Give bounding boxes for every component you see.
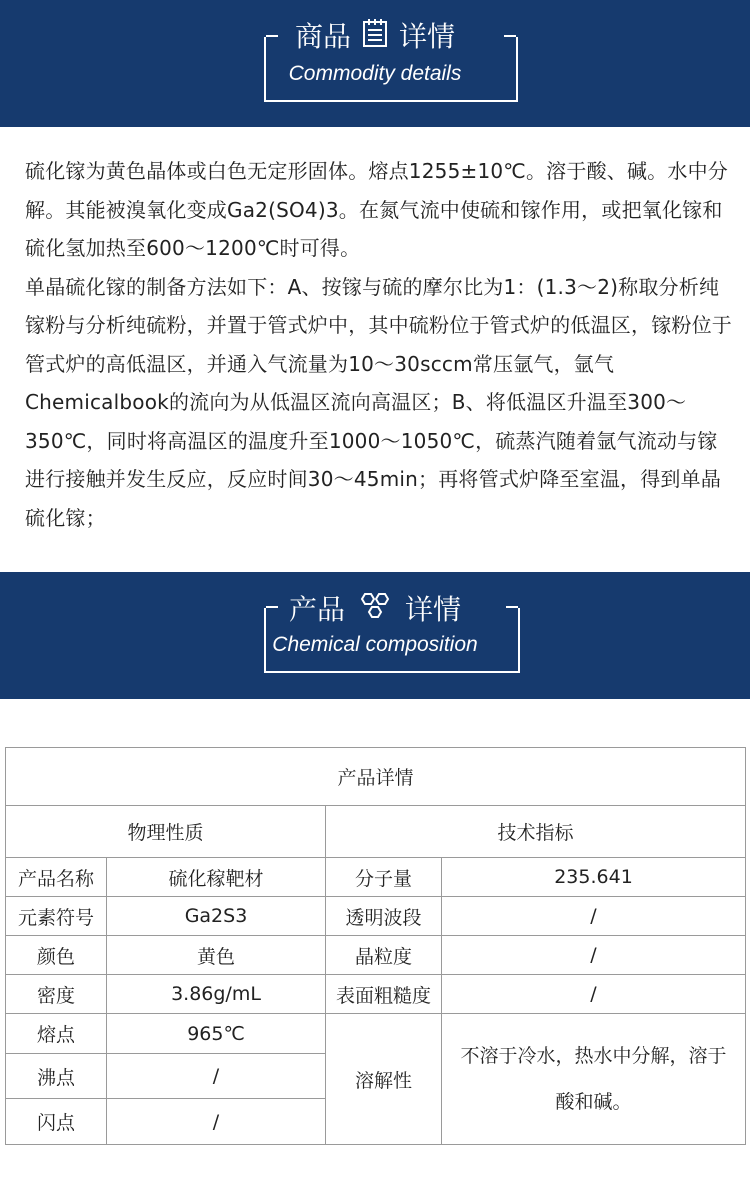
product-spec-table: [5, 747, 746, 1145]
row-label: 透明波段: [326, 897, 442, 936]
row-value: 235.641: [442, 858, 746, 897]
technical-specs-header: 技术指标: [326, 806, 746, 858]
row-label: 产品名称: [6, 858, 107, 897]
row-label: 密度: [6, 975, 107, 1014]
row-label: 元素符号: [6, 897, 107, 936]
physical-properties-header: 物理性质: [6, 806, 326, 858]
notepad-icon: [361, 18, 389, 56]
row-label: 分子量: [326, 858, 442, 897]
row-value: /: [107, 1099, 326, 1145]
solubility-value: 不溶于冷水，热水中分解，溶于酸和碱。: [442, 1014, 746, 1145]
commodity-details-subtitle: Commodity details: [288, 62, 462, 85]
title-left-word: 产品: [288, 593, 345, 626]
solubility-label: 溶解性: [326, 1014, 442, 1145]
row-value: /: [442, 975, 746, 1014]
table-header-row: [6, 806, 746, 858]
row-label: 晶粒度: [326, 936, 442, 975]
table-row: [6, 975, 746, 1014]
commodity-details-title: [0, 18, 750, 56]
row-value: /: [442, 897, 746, 936]
table-row: [6, 1014, 746, 1054]
molecule-icon: [355, 590, 395, 630]
product-description: [25, 152, 735, 537]
row-value: 3.86g/mL: [107, 975, 326, 1014]
row-value: /: [442, 936, 746, 975]
table-caption: 产品详情: [6, 748, 746, 806]
table-row: [6, 897, 746, 936]
row-label: 颜色: [6, 936, 107, 975]
row-label: 闪点: [6, 1099, 107, 1145]
description-paragraph-1: 硫化镓为黄色晶体或白色无定形固体。熔点1255±10℃。溶于酸、碱。水中分解。其能被溴氧化变成Ga2(SO4)3。在氮气流中使硫和镓作用，或把氧化镓和硫化氢加热至600～1200℃时可得。: [25, 159, 728, 260]
row-label: 表面粗糙度: [326, 975, 442, 1014]
table-row: [6, 936, 746, 975]
chemical-composition-subtitle: Chemical composition: [272, 633, 478, 656]
row-value: 硫化稼靶材: [107, 858, 326, 897]
row-value: 黄色: [107, 936, 326, 975]
title-left-word: 商品: [294, 20, 351, 53]
row-value: Ga2S3: [107, 897, 326, 936]
row-value: /: [107, 1054, 326, 1099]
chemical-composition-title: [0, 590, 750, 630]
table-row: [6, 858, 746, 897]
title-right-word: 详情: [405, 593, 462, 626]
row-label: 熔点: [6, 1014, 107, 1054]
row-label: 沸点: [6, 1054, 107, 1099]
title-right-word: 详情: [399, 20, 456, 53]
row-value: 965℃: [107, 1014, 326, 1054]
table-caption-row: [6, 748, 746, 806]
description-paragraph-2: 单晶硫化镓的制备方法如下：A、按镓与硫的摩尔比为1：(1.3～2)称取分析纯镓粉与分析纯硫粉，并置于管式炉中，其中硫粉位于管式炉的低温区，镓粉位于管式炉的高低温区，并通入气流量为10～30sccm常压氩气，氩气Chemicalbook的流向为从低温区流向高温区；B、将低温区升温至300～350℃，同时将高温区的温度升至1000～1050℃，硫蒸汽随着氩气流动与镓进行接触并发生反应，反应时间30～45min；再将管式炉降至室温，得到单晶硫化镓；: [25, 274, 732, 530]
